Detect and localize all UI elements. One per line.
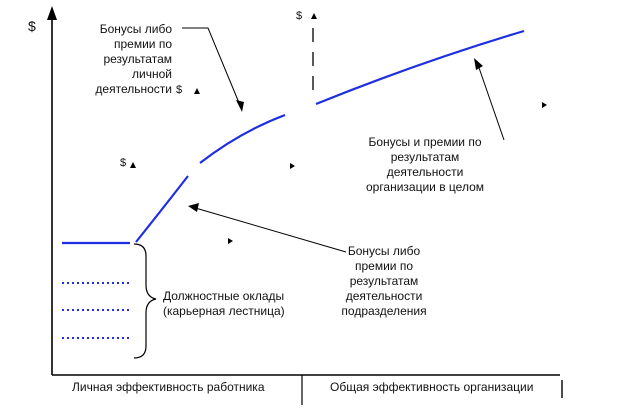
marker-arrow xyxy=(542,102,547,108)
marker-arrow xyxy=(228,238,233,244)
currency-marker: $ xyxy=(296,10,303,22)
marker-arrow xyxy=(194,88,200,94)
currency-marker: $ xyxy=(176,84,183,96)
unit-bonus-curve xyxy=(136,176,188,242)
x-axis-right-label: Общая эффективность организации xyxy=(330,380,534,394)
unit-bonus-leader-arrow xyxy=(188,203,199,212)
individual-bonus-leader xyxy=(182,28,242,110)
salaries-label: Должностные оклады (карьерная лестница) xyxy=(163,289,285,318)
org-bonus-curve xyxy=(316,31,524,104)
individual-bonus-leader-arrow xyxy=(236,100,244,112)
marker-arrow xyxy=(311,13,317,19)
unit-bonus-label: Бонусы либо премии по результатам деятельности подразделения xyxy=(341,244,427,318)
x-axis-left-label: Личная эффективность работника xyxy=(72,380,265,394)
salaries-brace xyxy=(134,244,156,358)
unit-bonus-leader xyxy=(192,207,346,252)
y-axis-arrow xyxy=(47,6,57,20)
org-bonus-leader xyxy=(477,62,504,140)
currency-marker: $ xyxy=(120,157,127,169)
marker-arrow xyxy=(290,163,295,169)
org-bonus-leader-arrow xyxy=(474,58,483,70)
marker-arrow xyxy=(130,162,136,168)
individual-bonus-label: Бонусы либо премии по результатам личной деятельности xyxy=(95,22,172,96)
org-bonus-label: Бонусы и премии по результатам деятельности организации в целом xyxy=(365,135,485,194)
individual-bonus-curve xyxy=(200,115,285,163)
y-axis-currency-label: $ xyxy=(28,18,36,34)
